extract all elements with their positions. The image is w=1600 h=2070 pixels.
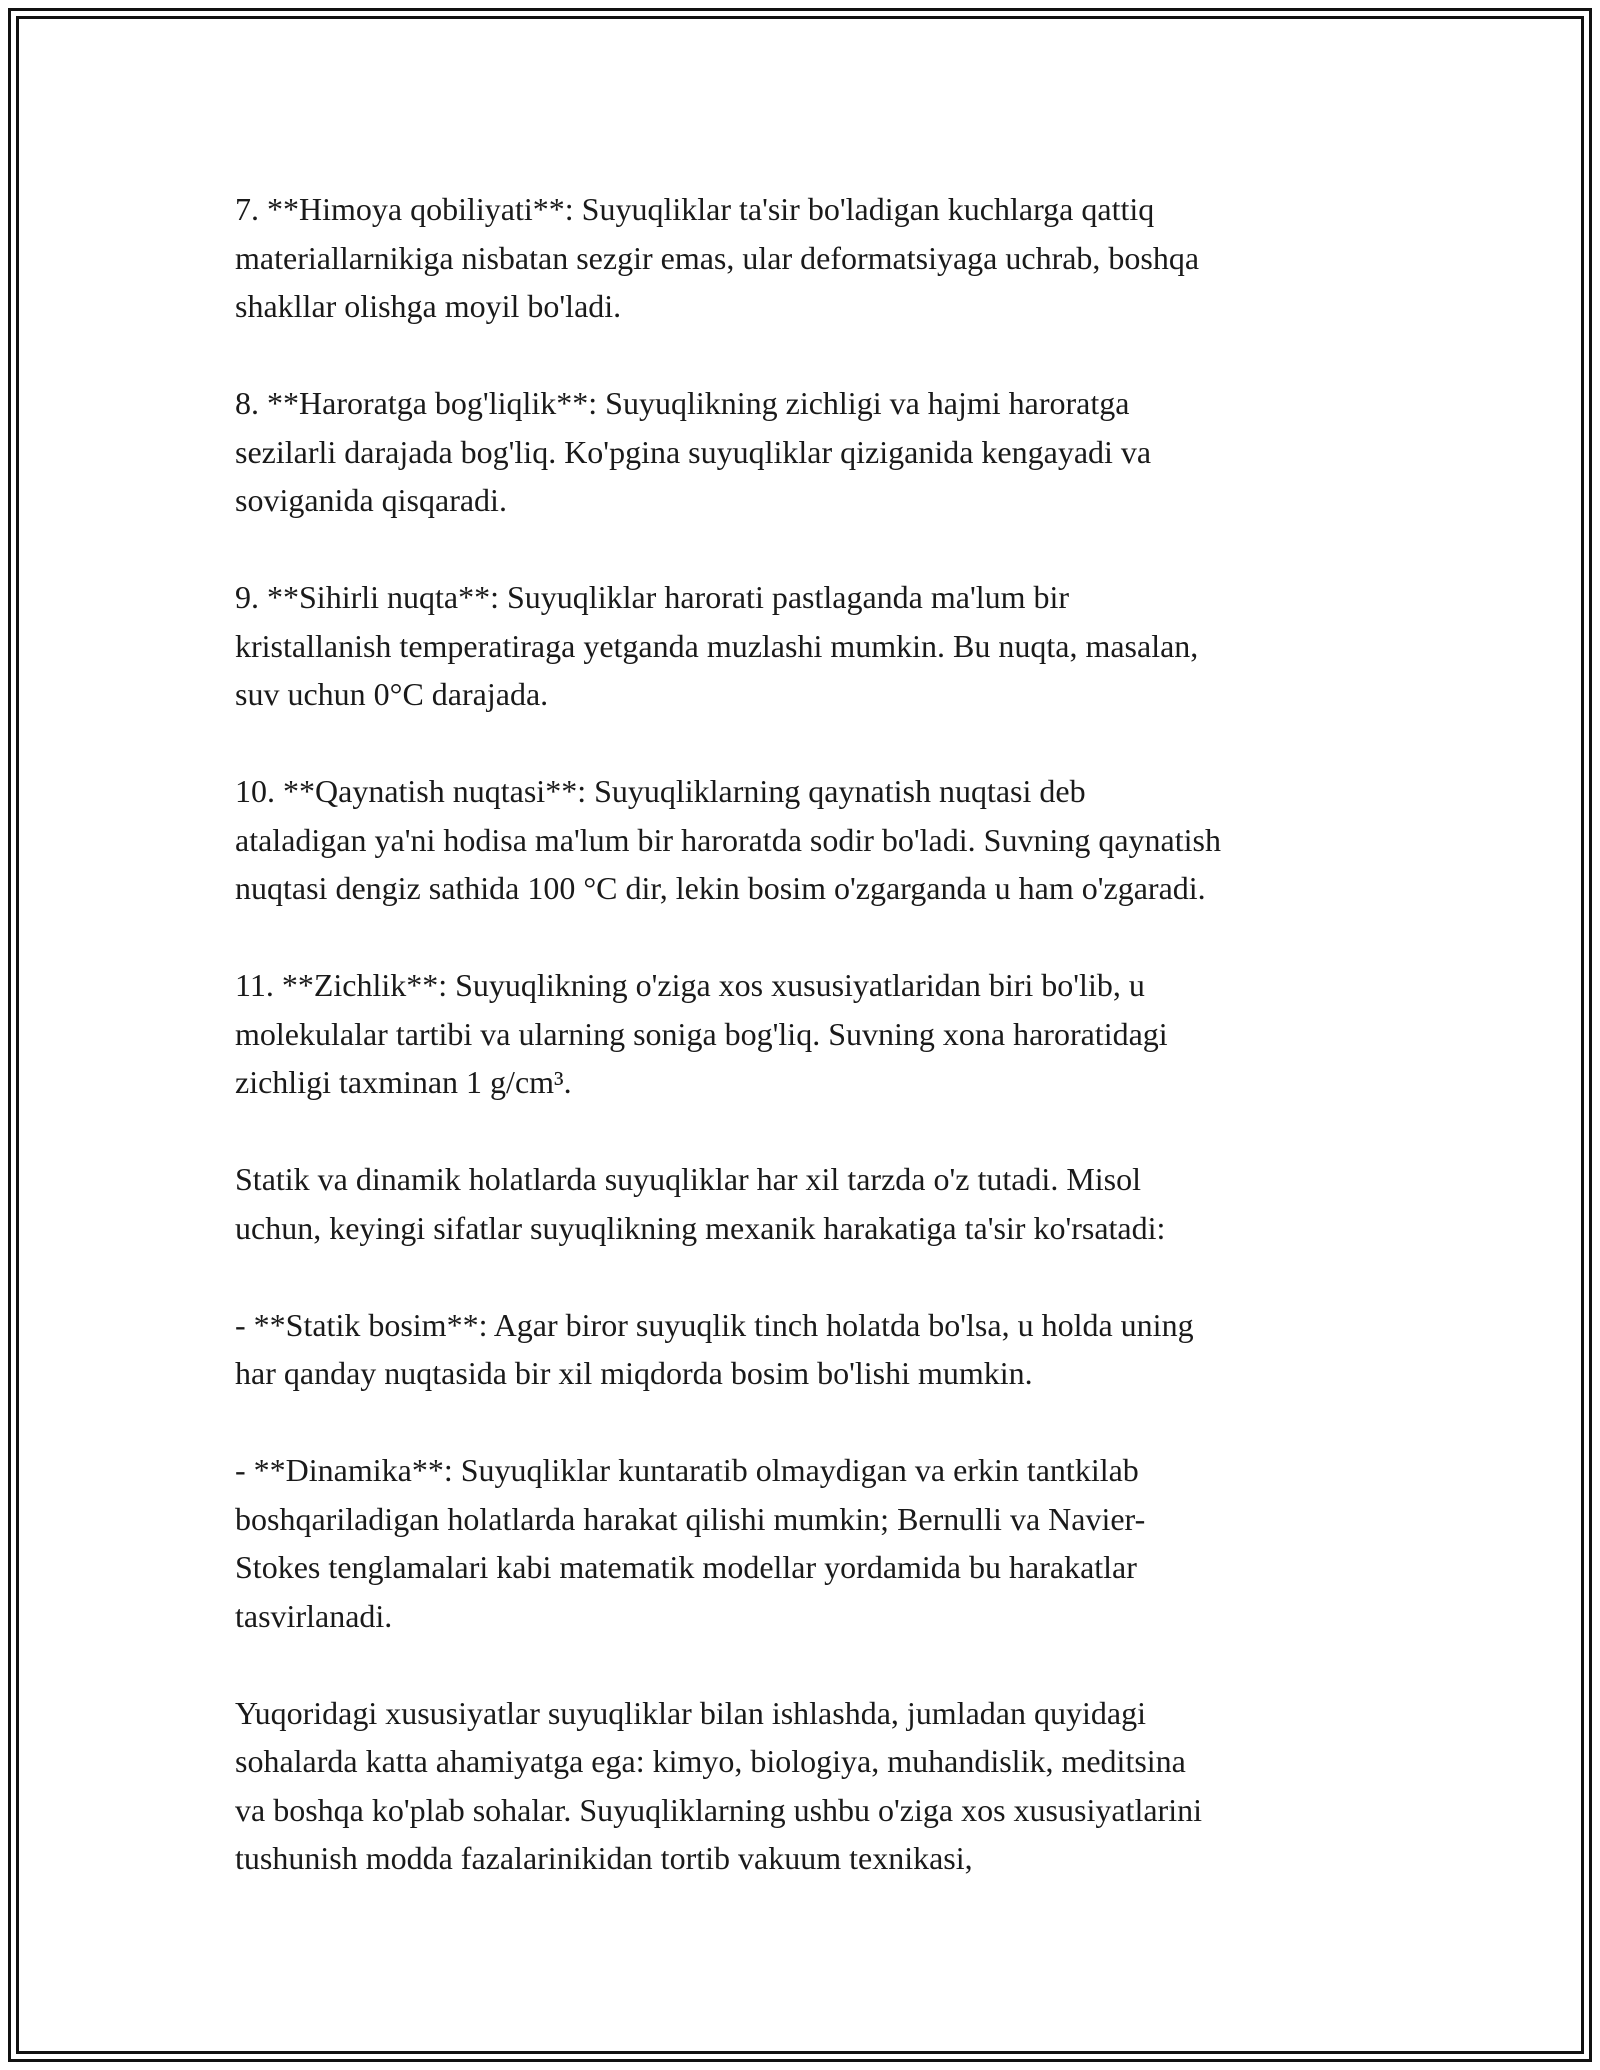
paragraph-item-7: 7. **Himoya qobiliyati**: Suyuqliklar ta'sir bo'ladigan kuchlarga qattiq materiallarnikiga nisbatan sezgir emas, ular deformatsiyaga uchrab, boshqa shakllar olishga moyil bo'ladi.: [235, 191, 1200, 324]
paragraph-item-9: 9. **Sihirli nuqta**: Suyuqliklar harorati pastlaganda ma'lum bir kristallanish temperatiraga yetganda muzlashi mumkin. Bu nuqta, masalan, suv uchun 0°C darajada.: [235, 579, 1199, 712]
paragraph-dynamics: - **Dinamika**: Suyuqliklar kuntaratib olmaydigan va erkin tantkilab boshqariladigan holatlarda harakat qilishi mumkin; Bernulli va Navier- Stokes tenglamalari kabi matematik modellar yordamida bu harakatlar tasvirlanadi.: [235, 1452, 1146, 1634]
paragraph-conclusion: Yuqoridagi xususiyatlar suyuqliklar bilan ishlashda, jumladan quyidagi sohalarda katta ahamiyatga ega: kimyo, biologiya, muhandislik, meditsina va boshqa ko'plab sohalar. Suyuqliklarning ushbu o'ziga xos xususiyatlarini tushunish modda fazalarinikidan tortib vakuum texnikasi,: [235, 1694, 1202, 1876]
paragraph-static-pressure: - **Statik bosim**: Agar biror suyuqlik tinch holatda bo'lsa, u holda uning har qanday nuqtasida bir xil miqdorda bosim bo'lishi mumkin.: [235, 1306, 1194, 1391]
paragraph-item-8: 8. **Haroratga bog'liqlik**: Suyuqlikning zichligi va hajmi haroratga sezilarli darajada bog'liq. Ko'pgina suyuqliklar qiziganida kengayadi va soviganida qisqaradi.: [235, 385, 1152, 518]
paragraph-static-dynamic-intro: Statik va dinamik holatlarda suyuqliklar har xil tarzda o'z tutadi. Misol uchun, keyingi sifatlar suyuqlikning mexanik harakatiga ta'sir ko'rsatadi:: [235, 1161, 1166, 1246]
paragraph-item-11: 11. **Zichlik**: Suyuqlikning o'ziga xos xususiyatlaridan biri bo'lib, u molekulalar tartibi va ularning soniga bog'liq. Suvning xona haroratidagi zichligi taxminan 1 g/cm³.: [235, 967, 1168, 1100]
paragraph-item-10: 10. **Qaynatish nuqtasi**: Suyuqliklarning qaynatish nuqtasi deb ataladigan ya'ni hodisa ma'lum bir haroratda sodir bo'ladi. Suvning qaynatish nuqtasi dengiz sathida 100 °C dir, lekin bosim o'zgarganda u ham o'zgaradi.: [235, 773, 1221, 906]
document-body: [235, 185, 1385, 1883]
